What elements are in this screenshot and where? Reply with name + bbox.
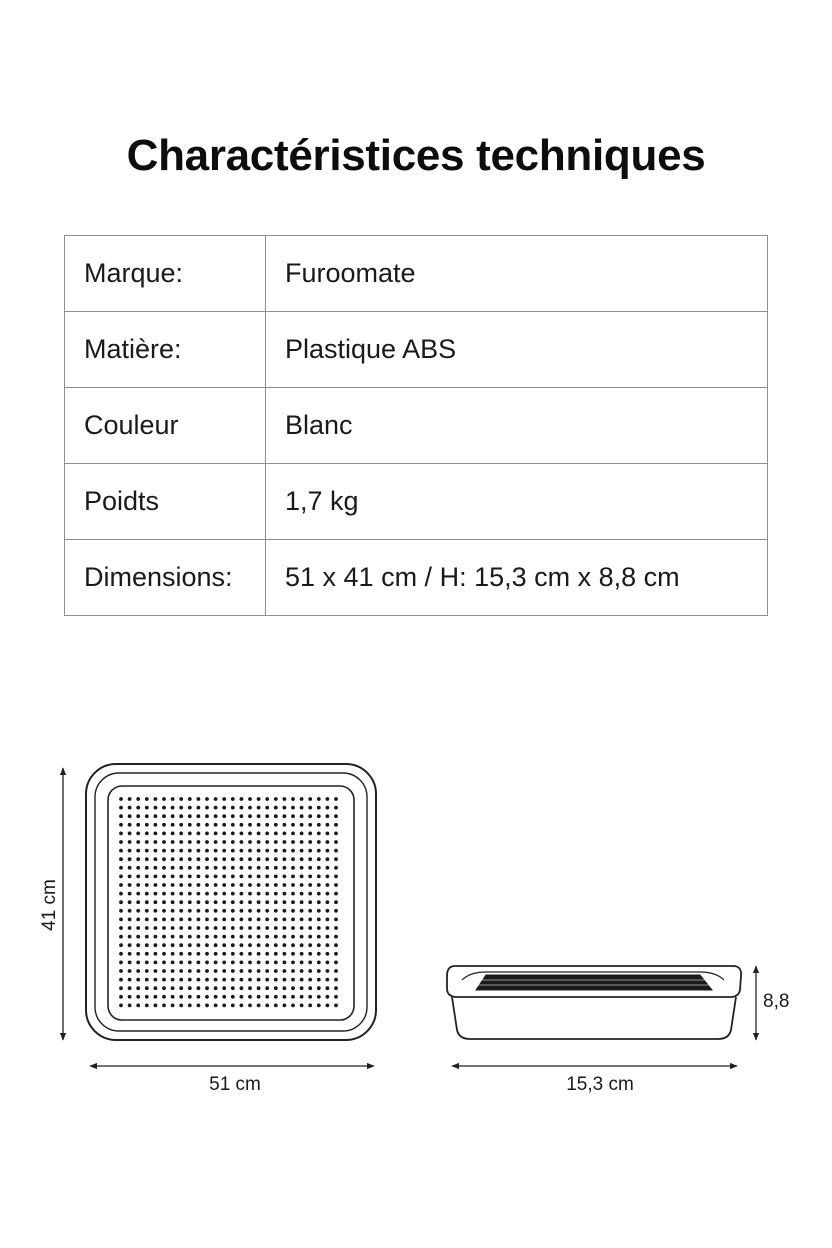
spec-label: Poidts xyxy=(65,464,266,540)
spec-value: Plastique ABS xyxy=(266,312,768,388)
page-title: Charactéristices techniques xyxy=(126,131,706,181)
spec-row-material xyxy=(65,312,768,388)
spec-row-weight xyxy=(65,464,768,540)
spec-label: Couleur xyxy=(65,388,266,464)
spec-row-dimensions xyxy=(65,540,768,616)
spec-table xyxy=(64,235,768,616)
dimension-drawing xyxy=(0,740,832,1120)
spec-value: 51 x 41 cm / H: 15,3 cm x 8,8 cm xyxy=(266,540,768,616)
spec-value: Blanc xyxy=(266,388,768,464)
spec-value: 1,7 kg xyxy=(266,464,768,540)
spec-label: Dimensions: xyxy=(65,540,266,616)
spec-value: Furoomate xyxy=(266,236,768,312)
tray-top-view-icon xyxy=(86,764,376,1040)
width-dimension-label: 51 cm xyxy=(209,1074,261,1095)
perforation-holes xyxy=(119,797,338,1007)
side-width-dimension-label: 15,3 cm xyxy=(566,1074,634,1095)
tray-side-view-icon xyxy=(447,966,741,1039)
height-dimension-label: 41 cm xyxy=(39,879,60,931)
spec-label: Matière: xyxy=(65,312,266,388)
spec-row-color xyxy=(65,388,768,464)
side-height-dimension-label: 8,8 xyxy=(763,991,790,1012)
spec-label: Marque: xyxy=(65,236,266,312)
spec-row-brand xyxy=(65,236,768,312)
